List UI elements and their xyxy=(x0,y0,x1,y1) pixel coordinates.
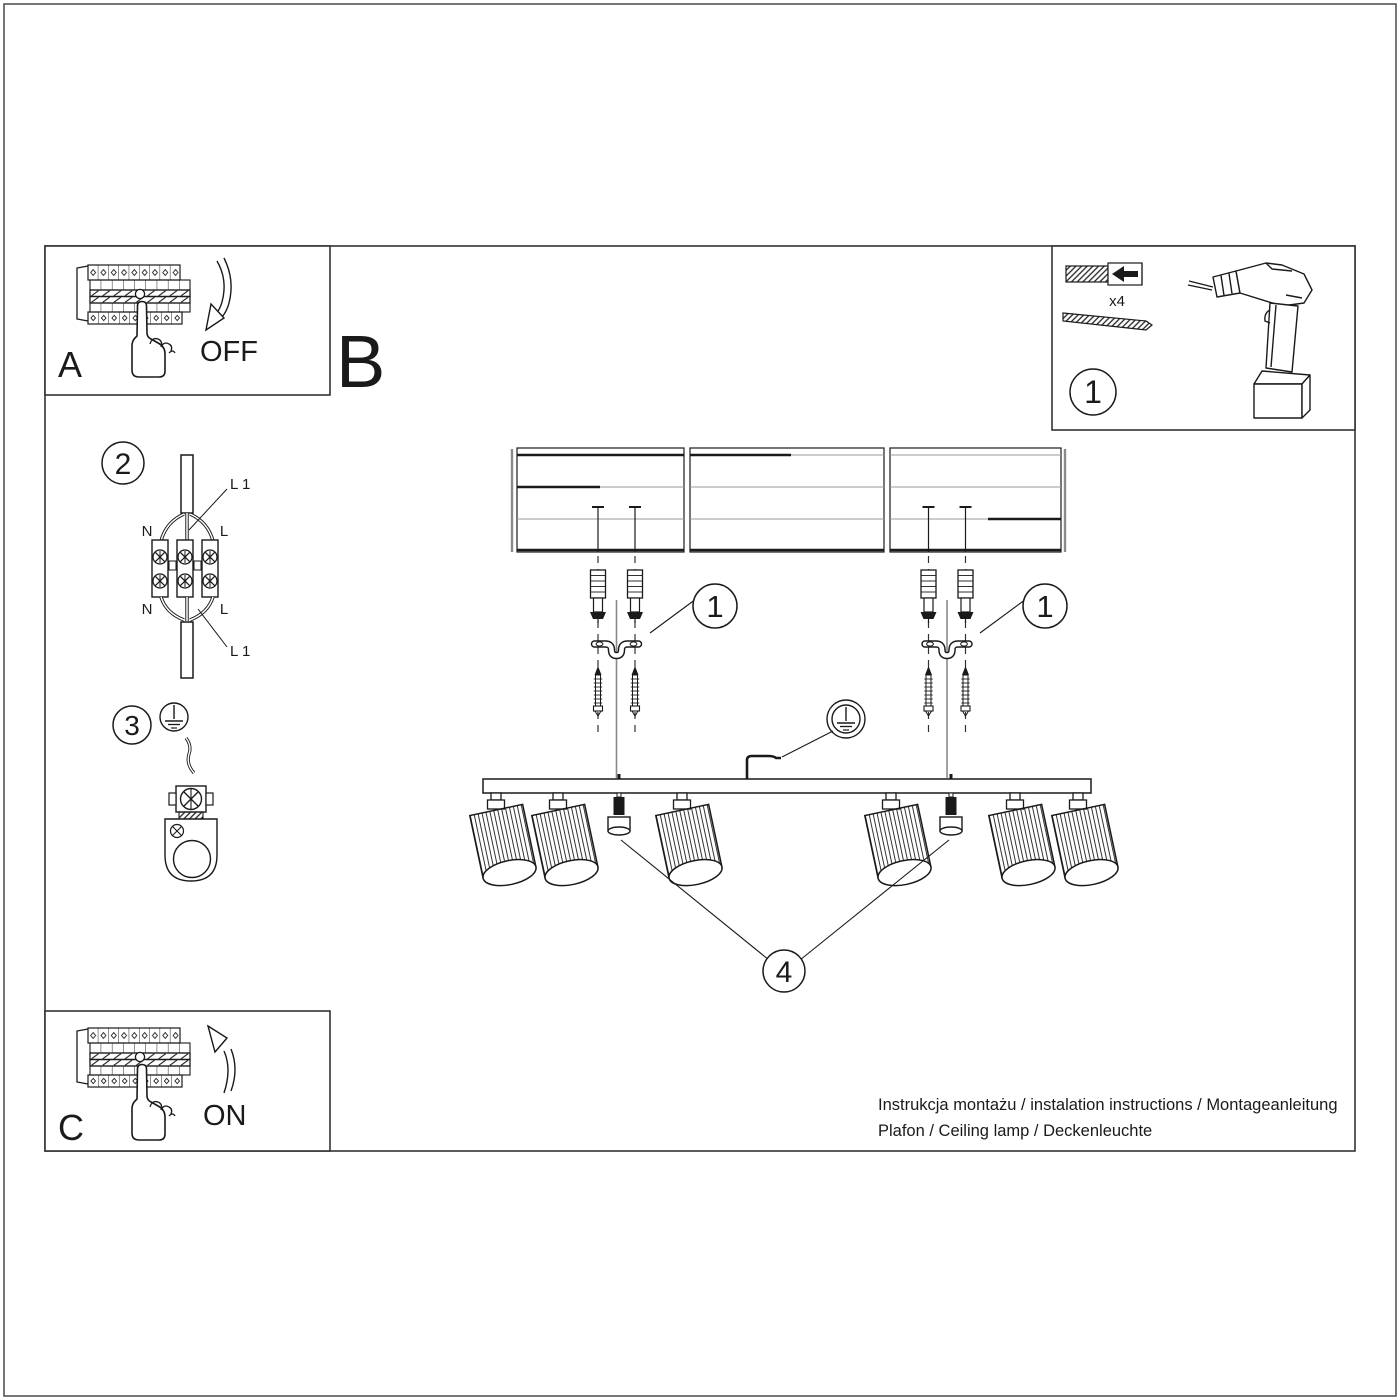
on-label: ON xyxy=(203,1100,247,1132)
ground-symbol-icon xyxy=(160,703,188,731)
off-label: OFF xyxy=(200,336,258,368)
lamp-bar xyxy=(483,779,1091,793)
panel-c-label: C xyxy=(58,1107,84,1148)
callout-1-number: 1 xyxy=(1084,374,1102,410)
anchor-qty-label: x4 xyxy=(1109,293,1125,310)
wire-l1-top-label: L 1 xyxy=(230,476,251,493)
callout-3-number: 3 xyxy=(124,710,140,741)
callout-1-left-number: 1 xyxy=(706,589,724,624)
wire-l-bottom-label: L xyxy=(219,601,229,618)
wall-plug-icon xyxy=(1066,263,1142,285)
wire-n-top-label: N xyxy=(141,523,153,540)
section-b-label: B xyxy=(336,320,386,403)
ceiling-planks xyxy=(512,448,1065,552)
wire-l-top-label: L xyxy=(219,523,229,540)
wire-l1-bottom-label: L 1 xyxy=(230,643,251,660)
wire-n-bottom-label: N xyxy=(141,601,153,618)
callout-4-number: 4 xyxy=(775,956,793,989)
footer-line-2: Plafon / Ceiling lamp / Deckenleuchte xyxy=(878,1122,1153,1140)
callout-1-right-number: 1 xyxy=(1036,589,1054,624)
panel-a-label: A xyxy=(58,344,83,385)
callout-2-number: 2 xyxy=(114,448,132,481)
ground-symbol-icon xyxy=(832,705,860,733)
footer-line-1: Instrukcja montażu / instalation instructions / Montageanleitung xyxy=(878,1096,1338,1114)
